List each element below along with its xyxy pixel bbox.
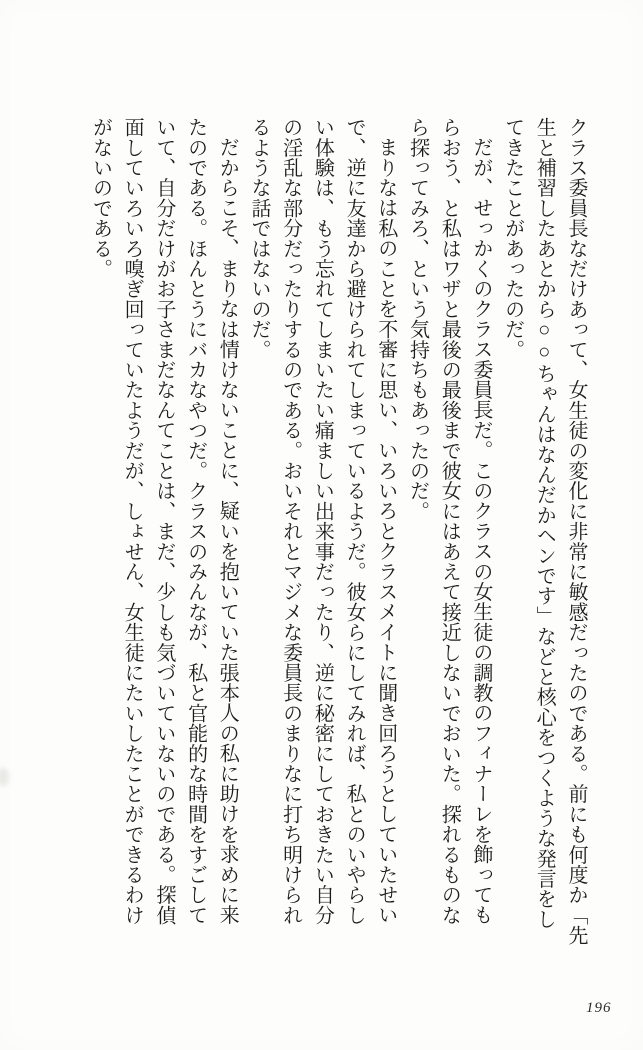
text-line: まりなは私のことを不審に思い、いろいろとクラスメイトに聞き回ろうとしていたせい	[374, 137, 397, 925]
paragraph	[496, 117, 591, 962]
text-line: で、逆に友達から避けられてしまっているようだ。彼女らにしてみれば、私とのいやらし	[343, 117, 366, 925]
page-number: 196	[586, 1000, 612, 1016]
paragraph	[242, 117, 401, 962]
text-line: 面していろいろ嗅ぎ回っていたようだが、しょせん、女生徒にたいしたことができるわけ	[121, 117, 144, 925]
paragraph	[401, 117, 496, 962]
text-line: だからこそ、まりなは情けないことに、疑いを抱いていた張本人の私に助けを求めに来	[216, 137, 239, 925]
text-line: たのである。ほんとうにバカなやつだ。クラスのみんなが、私と官能的な時間をすごして	[184, 117, 207, 925]
text-line: クラス委員長なだけあって、女生徒の変化に非常に敏感だったのである。前にも何度か「先	[565, 117, 587, 946]
text-line: い体験は、もう忘れてしまいたい痛ましい出来事だったり、逆に秘密にしておきたい自分	[311, 117, 334, 925]
text-line: らおう、と私はワザと最後の最後まで彼女にはあえて接近しないでおいた。探れるものな	[438, 117, 461, 925]
text-line: 生と補習したあとから○○ちゃんはなんだかヘンです」などと核心をつくような発言をし	[533, 117, 556, 929]
body-text	[84, 117, 591, 962]
text-line: いて、自分だけがお子さまだなんてことは、まだ、少しも気づいていないのである。探偵	[152, 117, 175, 925]
text-line: の淫乱な部分だったりするのである。おいそれとマジメな委員長のまりなに打ち明けられ	[279, 117, 302, 925]
text-line: だが、せっかくのクラス委員長だ。このクラスの女生徒の調教のフィナーレを飾っても	[469, 137, 492, 925]
text-line: てきたことがあったのだ。	[501, 117, 524, 360]
text-line: がないのである。	[89, 117, 112, 279]
text-line: ら探ってみろ、という気持ちもあったのだ。	[406, 117, 429, 521]
text-line: るような話ではないのだ。	[247, 117, 270, 360]
scan-smudge	[0, 768, 9, 786]
paragraph	[84, 117, 243, 962]
